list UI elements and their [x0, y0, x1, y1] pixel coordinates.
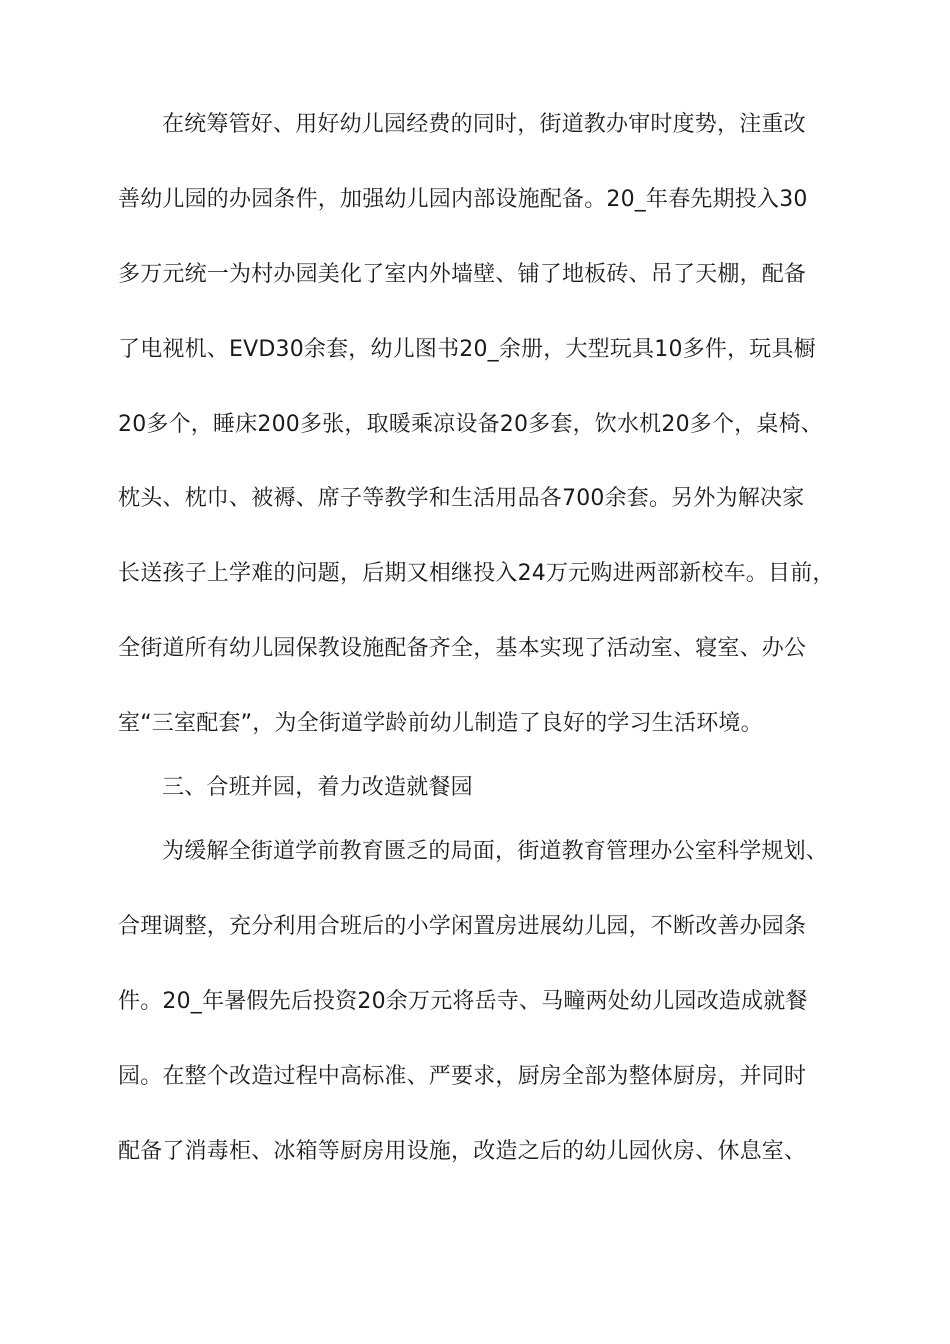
paragraph-line: 配备了消毒柜、冰箱等厨房用设施，改造之后的幼儿园伙房、休息室、	[118, 1139, 807, 1164]
paragraph-line: 20多个，睡床200多张，取暖乘凉设备20多套，饮水机20多个，桌椅、	[118, 412, 823, 437]
paragraph-line: 多万元统一为村办园美化了室内外墙壁、铺了地板砖、吊了天棚，配备	[118, 262, 807, 287]
section-heading: 三、合班并园，着力改造就餐园	[162, 775, 473, 800]
paragraph-line: 善幼儿园的办园条件，加强幼儿园内部设施配备。20_年春先期投入30	[118, 187, 808, 212]
paragraph-line: 全街道所有幼儿园保教设施配备齐全，基本实现了活动室、寝室、办公	[118, 636, 807, 661]
paragraph-line: 件。20_年暑假先后投资20余万元将岳寺、马疃两处幼儿园改造成就餐	[118, 989, 808, 1014]
paragraph-line: 为缓解全街道学前教育匮乏的局面，街道教育管理办公室科学规划、	[162, 839, 829, 864]
paragraph-line: 室“三室配套”，为全街道学龄前幼儿制造了良好的学习生活环境。	[118, 711, 763, 736]
paragraph-line: 了电视机、EVD30余套，幼儿图书20_余册，大型玩具10多件，玩具橱	[118, 337, 816, 362]
paragraph-line: 长送孩子上学难的问题，后期又相继投入24万元购进两部新校车。目前，	[118, 561, 835, 586]
paragraph-line: 园。在整个改造过程中高标准、严要求，厨房全部为整体厨房，并同时	[118, 1064, 807, 1089]
paragraph-line: 在统筹管好、用好幼儿园经费的同时，街道教办审时度势，注重改	[162, 112, 806, 137]
paragraph-line: 枕头、枕巾、被褥、席子等教学和生活用品各700余套。另外为解决家	[118, 486, 805, 511]
paragraph-line: 合理调整，充分利用合班后的小学闲置房进展幼儿园，不断改善办园条	[118, 914, 807, 939]
